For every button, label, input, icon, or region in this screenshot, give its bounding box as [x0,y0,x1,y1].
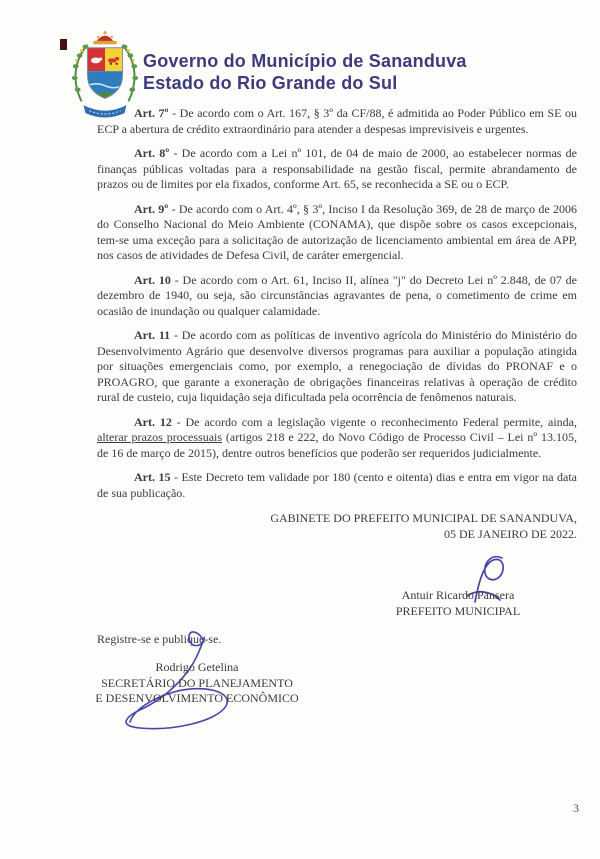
document-body [97,106,577,542]
gabinete-line1: GABINETE DO PREFEITO MUNICIPAL DE SANANDUVA, [270,511,577,525]
article-7-text: - De acordo com o Art. 167, § 3º da CF/88, é admitida ao Poder Público em SE ou ECP a abertura de crédito extraordinário para atender a despesas imprevisiveis e urgentes. [97,106,578,136]
article-8-label: Art. 8º [134,146,170,160]
gabinete-block [97,510,577,542]
article-15 [97,470,577,501]
page-number: 3 [573,801,579,815]
article-8-text: - De acordo com a Lei nº 101, de 04 de maio de 2000, ao estabelecer normas de finanças públicas voltadas para a responsabilidade na gestão fiscal, permite abrandamento de prazos ou de limites por ela fixados, conforme Art. 65, se reconhecida a SE ou o ECP. [97,146,578,191]
article-12-lead: - De acordo com a legislação vigente o reconhecimento Federal permite, ainda, [176,414,578,429]
secretary-title-line1: SECRETÁRIO DO PLANEJAMENTO [101,675,293,690]
article-10 [97,273,577,320]
article-9 [97,202,577,264]
article-15-text: - Este Decreto tem validade por 180 (cento e oitenta) dias e entra em vigor na data de sua publicação. [97,470,577,500]
article-11-text: - De acordo com as políticas de inventivo agrícola do Ministério do Ministério do Desenvolvimento Agrário que desenvolve diversos programas para auxiliar a população atingida por situações emergenciais como, por exemplo, a renegociação de dívidas do PRONAF e o PROAGRO, que garante a exoneração de obrigações financeiras relativas à operação de crédito rural de custeio, cuja liquidação seja dificultada pela ocorrência de fenômenos naturais. [97,328,577,404]
secretary-signature-block [90,660,304,707]
secretary-name: Rodrigo Getelina [155,660,239,674]
article-9-text: - De acordo com o Art. 4º, § 3º, Inciso I da Resolução 369, de 28 de março de 2006 do Conselho Nacional do Meio Ambiente (CONAMA), que dispõe sobre os casos excepcionais, tem-se uma exceção para a solicitação de autorização de licenciamento ambiental em área de APP, nos casos de atividades de Defesa Civil, de caráter emergencial. [97,201,578,262]
mayor-name: Antuir Ricardo Pansera [401,588,515,602]
article-12 [97,415,577,462]
article-10-label: Art. 10 [134,272,171,287]
mayor-signature-block [378,588,538,619]
article-12-underlined: alterar prazos processuais [97,430,223,444]
mayor-title: PREFEITO MUNICIPAL [395,603,521,618]
article-8 [97,146,577,193]
article-11-label: Art. 11 [134,328,171,342]
secretary-title-line2: E DESENVOLVIMENTO ECONÔMICO [95,691,299,705]
gov-title-line2: Estado do Rio Grande do Sul [143,73,398,93]
article-7 [97,106,577,137]
gov-title-line1: Governo do Município de Sananduva [143,51,467,71]
article-15-label: Art. 15 [134,470,171,484]
article-11 [97,328,577,406]
article-7-label: Art. 7º [134,106,169,120]
article-12-label: Art. 12 [134,414,172,429]
registre-line: Registre-se e publique-se. [97,632,222,646]
article-9-label: Art. 9º [134,201,169,216]
gabinete-line2: 05 DE JANEIRO DE 2022. [444,527,577,541]
article-10-text: - De acordo com o Art. 61, Inciso II, alínea "j" do Decreto Lei nº 2.848, de 07 de dezembro de 1940, ou seja, são circunstâncias agravantes de pena, o cometimento de crime em ocasião de inundação ou qualquer calamidade. [97,272,577,318]
article-12-rest: (artigos 218 e 222, do Novo Código de Processo Civil – Lei nº 13.105, de 16 de março de 2015), dentre outros benefícios que poderão ser requeridos judicialmente. [97,430,577,460]
header-titles [143,50,467,94]
